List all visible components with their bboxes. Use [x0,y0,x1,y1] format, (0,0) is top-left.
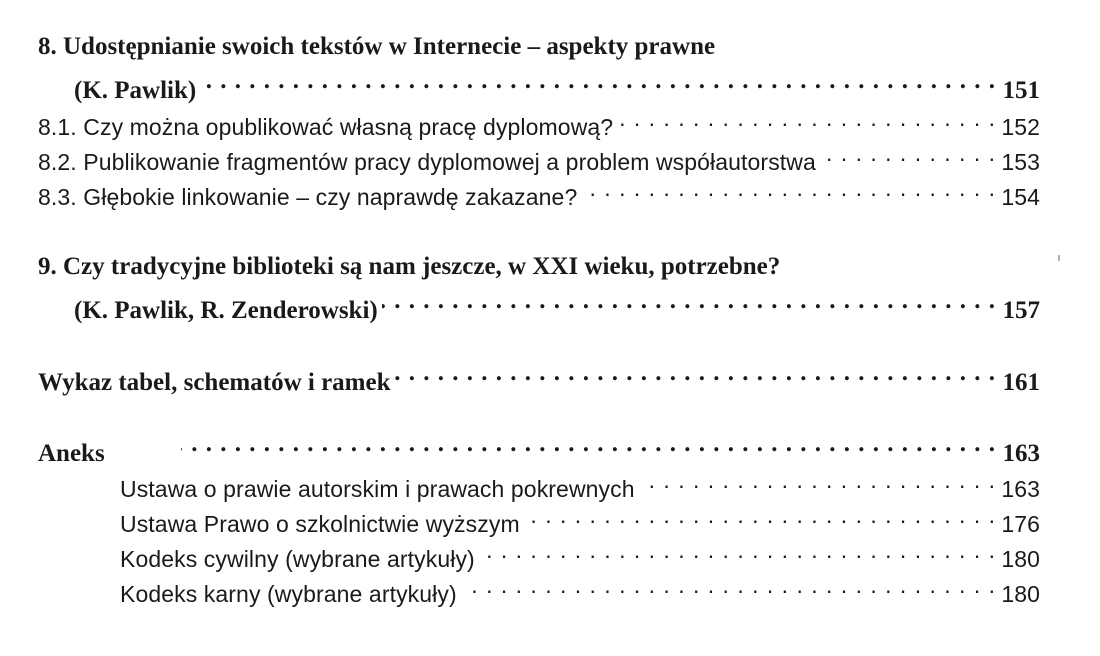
dot-leader [181,427,996,461]
dot-leader [820,136,996,170]
dot-leader [479,533,996,567]
toc-entry-aneks-2[interactable] [120,498,1040,537]
toc-entry-label: (K. Pawlik, R. Zenderowski) [74,297,378,324]
toc-entry-label: Ustawa o prawie autorskim i prawach pokrewnych [120,476,635,502]
toc-page-number: 153 [1001,149,1040,175]
dot-leader [382,284,996,318]
toc-entry-aneks[interactable] [38,427,1040,467]
toc-page-number: 161 [1002,369,1040,396]
dot-leader [581,171,996,205]
toc-entry-label: 8.2. Publikowanie fragmentów pracy dyplomowej a problem współautorstwa [38,149,816,175]
toc-entry-chapter-9-author[interactable] [74,284,1040,324]
toc-page-number: 163 [1001,476,1040,502]
toc-entry-label: 8. Udostępnianie swoich tekstów w Internecie – aspekty prawne [38,33,716,60]
toc-page-number: 157 [1002,297,1040,324]
dot-leader [524,498,996,532]
toc-entry-section-8-1[interactable] [38,101,1040,140]
toc-entry-section-8-2[interactable] [38,136,1040,175]
toc-page-number: 151 [1002,77,1040,104]
toc-entry-aneks-1[interactable] [120,463,1040,502]
toc-entry-section-8-3[interactable] [38,171,1040,210]
toc-entry-label: (K. Pawlik) [74,77,197,104]
toc-entry-aneks-4[interactable] [120,568,1040,607]
toc-entry-wykaz[interactable] [38,356,1040,396]
toc-entry-label: 9. Czy tradycyjne biblioteki są nam jeszcze, w XXI wieku, potrzebne? [38,253,781,280]
dot-leader [617,101,996,135]
dot-leader [461,568,996,602]
toc-page-number: 176 [1001,511,1040,537]
toc-entry-label: Ustawa Prawo o szkolnictwie wyższym [120,511,520,537]
dot-leader [639,463,996,497]
toc-entry-chapter-8-title [38,30,1040,64]
dot-leader [200,64,996,98]
toc-page-number: 152 [1001,114,1040,140]
toc-entry-label: Aneks [38,440,105,467]
toc-page-number: 163 [1002,440,1040,467]
toc-page-number: 154 [1001,184,1040,210]
toc-entry-label: 8.3. Głębokie linkowanie – czy naprawdę zakazane? [38,184,578,210]
scan-speck [1058,255,1060,261]
toc-entry-label: 8.1. Czy można opublikować własną pracę dyplomową? [38,114,614,140]
dot-leader [395,356,997,390]
toc-page-number: 180 [1001,546,1040,572]
toc-page-number: 180 [1001,581,1040,607]
toc-entry-chapter-8-author[interactable] [74,64,1040,104]
toc-entry-label: Kodeks cywilny (wybrane artykuły) [120,546,475,572]
toc-entry-label: Kodeks karny (wybrane artykuły) [120,581,457,607]
toc-entry-label: Wykaz tabel, schematów i ramek [38,369,391,396]
toc-entry-aneks-3[interactable] [120,533,1040,572]
toc-entry-chapter-9-title [38,250,1040,284]
